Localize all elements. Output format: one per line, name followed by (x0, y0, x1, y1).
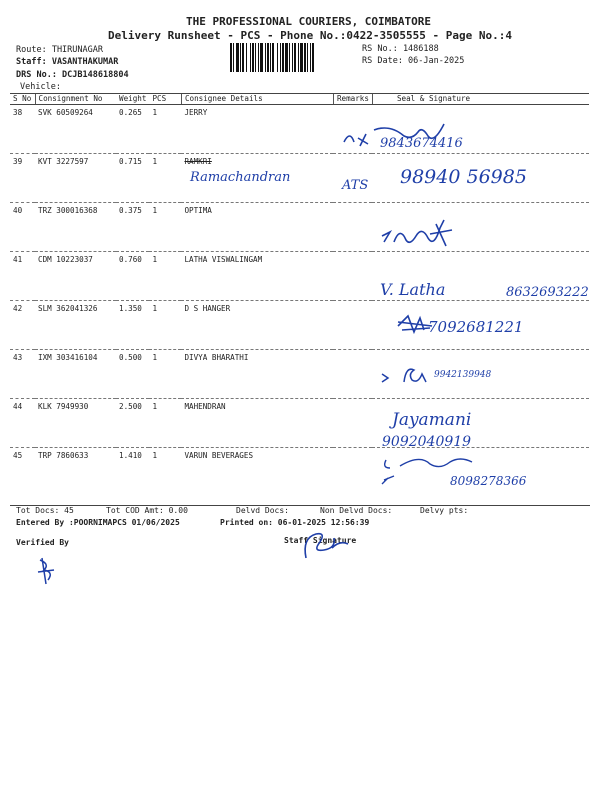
table-row (10, 203, 589, 252)
runsheet-table (10, 93, 589, 496)
r39-mark: ATS (342, 178, 369, 193)
staff-signature-label: Staff Signature (284, 536, 357, 545)
row-consignee: MAHENDRAN (181, 399, 333, 448)
row-consignment: TRZ 300016368 (35, 203, 116, 252)
row-sno: 45 (10, 448, 35, 497)
table-row (10, 448, 589, 497)
row-pcs: 1 (149, 399, 181, 448)
delvy-pts: Delvy pts: (420, 506, 469, 515)
table-header (10, 94, 589, 105)
row-consignment: CDM 10223037 (35, 252, 116, 301)
row-pcs: 1 (149, 448, 181, 497)
non-delvd-docs: Non Delvd Docs: (320, 506, 393, 515)
delvd-docs: Delvd Docs: (236, 506, 289, 515)
row-weight: 0.715 (116, 154, 149, 203)
table-row (10, 105, 589, 154)
row-remarks (333, 252, 372, 301)
signature-r40-icon (378, 218, 468, 250)
table-row (10, 350, 589, 399)
vehicle: Vehicle: (20, 82, 61, 92)
row-consignee: VARUN BEVERAGES (181, 448, 333, 497)
runsheet-title: Delivery Runsheet - PCS - Phone No.:0422-3505555 - Page No.:4 (108, 29, 512, 42)
table-row (10, 252, 589, 301)
row-consignee: JERRY (184, 108, 208, 117)
row-weight: 1.350 (116, 301, 149, 350)
col-sno: S No (10, 94, 35, 105)
r43-phone: 9942139948 (434, 370, 492, 380)
r42-phone: 7092681221 (428, 318, 524, 336)
col-remarks: Remarks (333, 94, 372, 105)
col-signature: Seal & Signature (372, 94, 589, 105)
signature-r43-icon (380, 364, 440, 388)
col-pcs: PCS (149, 94, 181, 105)
row-weight: 2.500 (116, 399, 149, 448)
company-title: THE PROFESSIONAL COURIERS, COIMBATORE (186, 15, 432, 28)
rs-date: RS Date: 06-Jan-2025 (362, 56, 465, 66)
row-pcs: 1 (149, 203, 181, 252)
r41-signature: V. Latha (380, 280, 446, 299)
row-remarks (333, 350, 372, 399)
barcode-icon (230, 43, 358, 72)
row-remarks (333, 301, 372, 350)
row-consignee: OPTIMA (181, 203, 333, 252)
row-consignee: LATHA VISWALINGAM (181, 252, 333, 301)
row-sno: 39 (10, 154, 35, 203)
row-consignment: IXM 303416104 (35, 350, 116, 399)
staff-signature-icon (296, 528, 356, 560)
row-consignee: RAMKRI (184, 157, 212, 166)
row-pcs: 1 (152, 108, 158, 117)
tot-docs: Tot Docs: 45 (16, 506, 74, 515)
row-weight: 0.375 (116, 203, 149, 252)
row-weight: 0.500 (116, 350, 149, 399)
rs-number: RS No.: 1486188 (362, 44, 439, 54)
row-pcs: 1 (149, 301, 181, 350)
row-sno: 38 (13, 108, 23, 117)
row-consignment: TRP 7860633 (35, 448, 116, 497)
row-pcs: 1 (149, 350, 181, 399)
row-remarks (333, 448, 372, 497)
col-weight: Weight (116, 94, 149, 105)
row-sno: 42 (10, 301, 35, 350)
row-consignment: KVT 3227597 (35, 154, 116, 203)
r45-phone: 8098278366 (450, 474, 527, 488)
drs-number: DRS No.: DCJB148618804 (16, 70, 129, 80)
row-consignment: SVK 60509264 (38, 108, 93, 117)
staff: Staff: VASANTHAKUMAR (16, 57, 119, 67)
row-consignment: KLK 7949930 (35, 399, 116, 448)
row-remarks (333, 203, 372, 252)
tot-cod: Tot COD Amt: 0.00 (106, 506, 188, 515)
row-pcs: 1 (149, 154, 181, 203)
printed-on: Printed on: 06-01-2025 12:56:39 (220, 518, 370, 527)
row-pcs: 1 (149, 252, 181, 301)
entered-by: Entered By :POORNIMAPCS 01/06/2025 (16, 518, 180, 527)
row-weight: 0.265 (119, 108, 142, 117)
col-consignee: Consignee Details (181, 94, 333, 105)
r39-name: Ramachandran (190, 170, 291, 185)
route: Route: THIRUNAGAR (16, 45, 103, 55)
row-sno: 40 (10, 203, 35, 252)
r44-name: Jayamani (392, 410, 472, 430)
row-sno: 41 (10, 252, 35, 301)
row-sno: 43 (10, 350, 35, 399)
col-consignment: Consignment No (35, 94, 116, 105)
row-consignee: D S HANGER (181, 301, 333, 350)
r39-phone: 98940 56985 (400, 166, 527, 188)
r41-phone: 8632693222 (506, 285, 589, 300)
table-row (10, 399, 589, 448)
verified-by: Verified By (16, 538, 69, 547)
row-weight: 1.410 (116, 448, 149, 497)
table-bottom-divider (10, 505, 590, 506)
row-consignment: SLM 362041326 (35, 301, 116, 350)
row-sno: 44 (10, 399, 35, 448)
verifier-signature-icon (34, 556, 60, 586)
r38-phone: 9843674416 (380, 136, 463, 151)
r44-phone: 9092040919 (382, 434, 472, 450)
row-weight: 0.760 (116, 252, 149, 301)
row-consignee: DIVYA BHARATHI (181, 350, 333, 399)
row-remarks (333, 399, 372, 448)
